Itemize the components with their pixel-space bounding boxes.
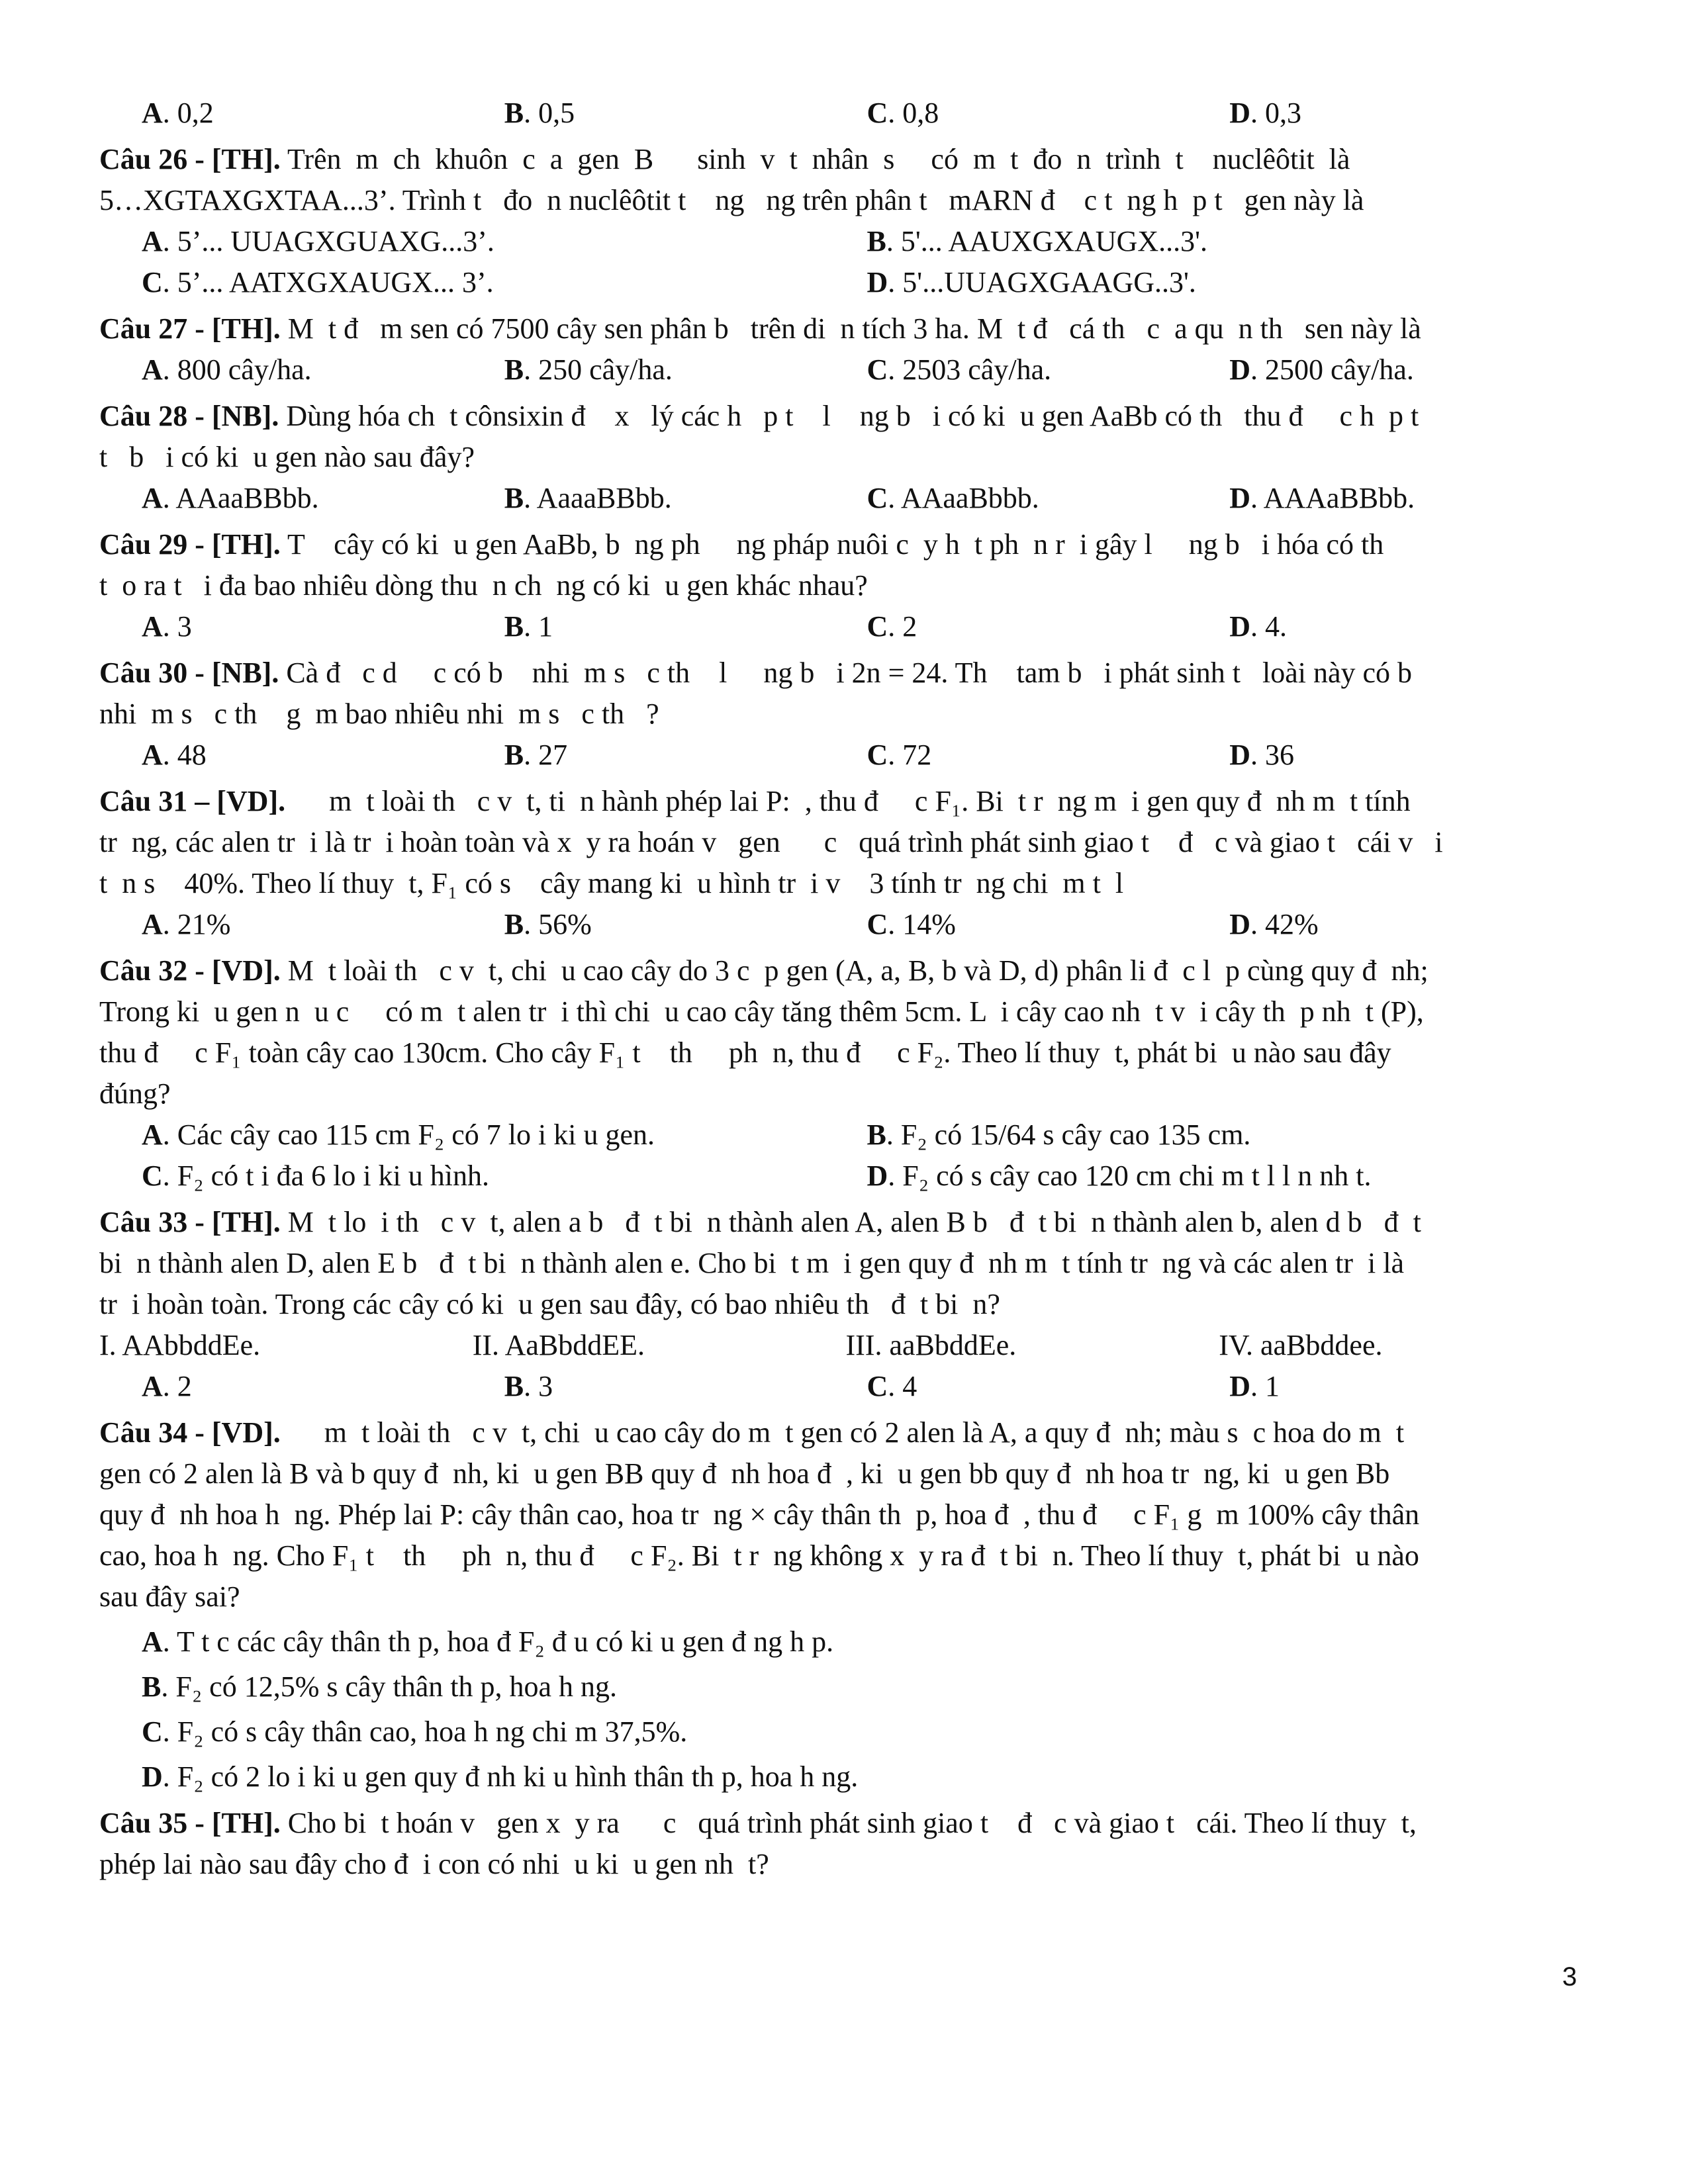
question-27: Câu 27 - [TH]. M t đ m sen có 7500 cây sen phân b trên di n tích 3 ha. M t đ cá th c a qu n th sen này là A. 800 cây/ha. B. 250 cây/ha. C. 2503 cây/ha. D. 2500 cây/ha.: [99, 308, 1592, 390]
q28-option-d: D. AAAaBBbb.: [1229, 482, 1415, 514]
question-31-label: Câu 31 – [VD].: [99, 785, 286, 817]
q25-option-a: A. 0,2: [142, 97, 214, 129]
q28-options: [99, 478, 1592, 519]
q32-option-a: A. Các cây cao 115 cm F₂ có 7 lo i ki u gen.: [142, 1118, 655, 1151]
q33-item-iv: IV. aaBbddee.: [1219, 1329, 1383, 1361]
q33-item-ii: II. AaBbddEE.: [472, 1329, 645, 1361]
q29-option-c: C. 2: [867, 610, 917, 643]
q27-option-a: A. 800 cây/ha.: [142, 353, 312, 386]
question-35: Câu 35 - [TH]. Cho bi t hoán v gen x y ra c quá trình phát sinh giao t đ c và giao t cái. Theo lí thuy t, phép lai nào sau đây cho đ i con có nhi u ki u gen nh t?: [99, 1807, 1417, 1880]
q34-option-d: D. F₂ có 2 lo i ki u gen quy đ nh ki u hình thân th p, hoa h ng.: [142, 1760, 859, 1793]
q34-option-a: A. T t c các cây thân th p, hoa đ F₂ đ u có ki u gen đ ng h p.: [142, 1625, 834, 1658]
question-32-label: Câu 32 - [VD].: [99, 954, 281, 987]
q28-option-a: A. AAaaBBbb.: [142, 482, 319, 514]
question-30-label: Câu 30 - [NB].: [99, 657, 279, 689]
q33-option-a: A. 2: [142, 1370, 192, 1402]
q32-option-b: B. F₂ có 15/64 s cây cao 135 cm.: [867, 1118, 1251, 1151]
q30-option-d: D. 36: [1229, 739, 1295, 771]
q25-option-b: B. 0,5: [504, 97, 575, 129]
question-33-label: Câu 33 - [TH].: [99, 1206, 281, 1238]
q30-option-c: C. 72: [867, 739, 932, 771]
question-32: Câu 32 - [VD]. M t loài th c v t, chi u cao cây do 3 c p gen (A, a, B, b và D, d) phân li đ c l p cùng quy đ nh; Trong ki u gen n u c có m t alen tr i thì chi u cao cây tăng thêm 5cm. L i cây cao nh t v i cây th p nh t (P), thu đ c F₁ toàn cây cao 130cm. Cho cây F₁ t th ph n, thu đ c F₂. Theo lí thuy t, phát bi u nào sau đây đúng? A. Các cây cao 115 cm F₂ có 7 lo i ki u gen. B. F₂ có 15/64 s cây cao 135 cm. C. F₂ có t i đa 6 lo i ki u hình. D. F₂ có s cây cao 120 cm chi m t l l n nh t.: [99, 950, 1592, 1197]
exam-page: [99, 93, 1592, 1885]
q30-option-b: B. 27: [504, 739, 568, 771]
q33-genotype-list: [99, 1325, 1592, 1366]
question-34-label: Câu 34 - [VD].: [99, 1416, 281, 1449]
q33-item-i: I. AAbbddEe.: [99, 1329, 261, 1361]
q26-options-row1: [99, 221, 1592, 262]
question-26: Câu 26 - [TH]. Trên m ch khuôn c a gen B sinh v t nhân s có m t đo n trình t nuclêôtit là 5…XGTAXGXTAA...3’. Trình t đo n nuclêôtit t ng ng trên phân t mARN đ c t ng h p t gen này là A. 5’... UUAGXGUAXG...3’. B. 5'... AAUXGXAUGX...3'. C. 5’... AATXGXAUGX... 3’. D. 5'...UUAGXGAAGG..3'.: [99, 139, 1592, 303]
q26-option-a: A. 5’... UUAGXGUAXG...3’.: [142, 225, 494, 257]
q28-option-c: C. AAaaBbbb.: [867, 482, 1039, 514]
q29-option-b: B. 1: [504, 610, 553, 643]
question-29-label: Câu 29 - [TH].: [99, 528, 281, 561]
q31-option-b: B. 56%: [504, 908, 592, 940]
q29-option-a: A. 3: [142, 610, 192, 643]
q29-options: [99, 606, 1592, 647]
q31-option-a: A. 21%: [142, 908, 231, 940]
question-31: Câu 31 – [VD]. m t loài th c v t, ti n hành phép lai P: , thu đ c F₁. Bi t r ng m i gen quy đ nh m t tính tr ng, các alen tr i là tr i hoàn toàn và x y ra hoán v gen c quá trình phát sinh giao t đ c và giao t cái v i t n s 40%. Theo lí thuy t, F₁ có s cây mang ki u hình tr i v 3 tính tr ng chi m t l A. 21% B. 56% C. 14% D. 42%: [99, 781, 1592, 945]
q30-options: [99, 735, 1592, 776]
q27-option-c: C. 2503 cây/ha.: [867, 353, 1052, 386]
question-35-label: Câu 35 - [TH].: [99, 1807, 281, 1839]
q32-option-c: C. F₂ có t i đa 6 lo i ki u hình.: [142, 1160, 489, 1192]
q33-option-d: D. 1: [1229, 1370, 1280, 1402]
q25-options: [99, 93, 1592, 134]
q33-item-iii: III. aaBbddEe.: [845, 1329, 1017, 1361]
q30-option-a: A. 48: [142, 739, 207, 771]
question-28-label: Câu 28 - [NB].: [99, 400, 279, 432]
question-26-label: Câu 26 - [TH].: [99, 143, 281, 175]
q31-option-c: C. 14%: [867, 908, 956, 940]
q32-options-row2: [99, 1156, 1592, 1197]
q26-option-d: D. 5'...UUAGXGAAGG..3'.: [867, 266, 1196, 298]
question-33: Câu 33 - [TH]. M t lo i th c v t, alen a b đ t bi n thành alen A, alen B b đ t bi n thành alen b, alen d b đ t bi n thành alen D, alen E b đ t bi n thành alen e. Cho bi t m i gen quy đ nh m t tính tr ng và các alen tr i là tr i hoàn toàn. Trong các cây có ki u gen sau đây, có bao nhiêu th đ t bi n? I. AAbbddEe. II. AaBbddEE. III. aaBbddEe. IV. aaBbddee. A. 2 B. 3 C. 4 D. 1: [99, 1202, 1592, 1407]
q26-option-b: B. 5'... AAUXGXAUGX...3'.: [867, 225, 1208, 257]
question-30: Câu 30 - [NB]. Cà đ c d c có b nhi m s c th l ng b i 2n = 24. Th tam b i phát sinh t loài này có b nhi m s c th g m bao nhiêu nhi m s c th ? A. 48 B. 27 C. 72 D. 36: [99, 653, 1592, 776]
question-34: Câu 34 - [VD]. m t loài th c v t, chi u cao cây do m t gen có 2 alen là A, a quy đ nh; màu s c hoa do m t gen có 2 alen là B và b quy đ nh, ki u gen BB quy đ nh hoa đ , ki u gen bb quy đ nh hoa tr ng, ki u gen Bb quy đ nh hoa h ng. Phép lai P: cây thân cao, hoa tr ng × cây thân th p, hoa đ , thu đ c F₁ g m 100% cây thân cao, hoa h ng. Cho F₁ t th ph n, thu đ c F₂. Bi t r ng không x y ra đ t bi n. Theo lí thuy t, phát bi u nào sau đây sai? A. T t c các cây thân th p, hoa đ F₂ đ u có ki u gen đ ng h p. B. F₂ có 12,5% s cây thân th p, hoa h ng. C. F₂ có s cây thân cao, hoa h ng chi m 37,5%. D. F₂ có 2 lo i ki u gen quy đ nh ki u hình thân th p, hoa h ng.: [99, 1412, 1592, 1797]
question-29: Câu 29 - [TH]. T cây có ki u gen AaBb, b ng ph ng pháp nuôi c y h t ph n r i gây l ng b i hóa có th t o ra t i đa bao nhiêu dòng thu n ch ng có ki u gen khác nhau? A. 3 B. 1 C. 2 D. 4.: [99, 524, 1592, 647]
question-27-label: Câu 27 - [TH].: [99, 312, 281, 345]
q27-options: [99, 349, 1592, 390]
q25-option-c: C. 0,8: [867, 97, 939, 129]
q25-option-d: D. 0,3: [1229, 97, 1302, 129]
question-28: Câu 28 - [NB]. Dùng hóa ch t cônsixin đ x lý các h p t l ng b i có ki u gen AaBb có th thu đ c h p t t b i có ki u gen nào sau đây? A. AAaaBBbb. B. AaaaBBbb. C. AAaaBbbb. D. AAAaBBbb.: [99, 396, 1592, 519]
q27-option-b: B. 250 cây/ha.: [504, 353, 673, 386]
q32-options-row1: [99, 1115, 1592, 1156]
q29-option-d: D. 4.: [1229, 610, 1288, 643]
q34-option-c: C. F₂ có s cây thân cao, hoa h ng chi m 37,5%.: [142, 1715, 688, 1748]
q28-option-b: B. AaaaBBbb.: [504, 482, 672, 514]
q33-option-b: B. 3: [504, 1370, 553, 1402]
q31-option-d: D. 42%: [1229, 908, 1319, 940]
q26-option-c: C. 5’... AATXGXAUGX... 3’.: [142, 266, 494, 298]
q34-option-b: B. F₂ có 12,5% s cây thân th p, hoa h ng.: [142, 1670, 618, 1703]
q32-option-d: D. F₂ có s cây cao 120 cm chi m t l l n nh t.: [867, 1160, 1372, 1192]
q26-options-row2: [99, 262, 1592, 303]
q31-options: [99, 904, 1592, 945]
q27-option-d: D. 2500 cây/ha.: [1229, 353, 1414, 386]
q33-options: [99, 1366, 1592, 1407]
q33-option-c: C. 4: [867, 1370, 917, 1402]
page-number: 3: [1562, 1962, 1577, 1991]
